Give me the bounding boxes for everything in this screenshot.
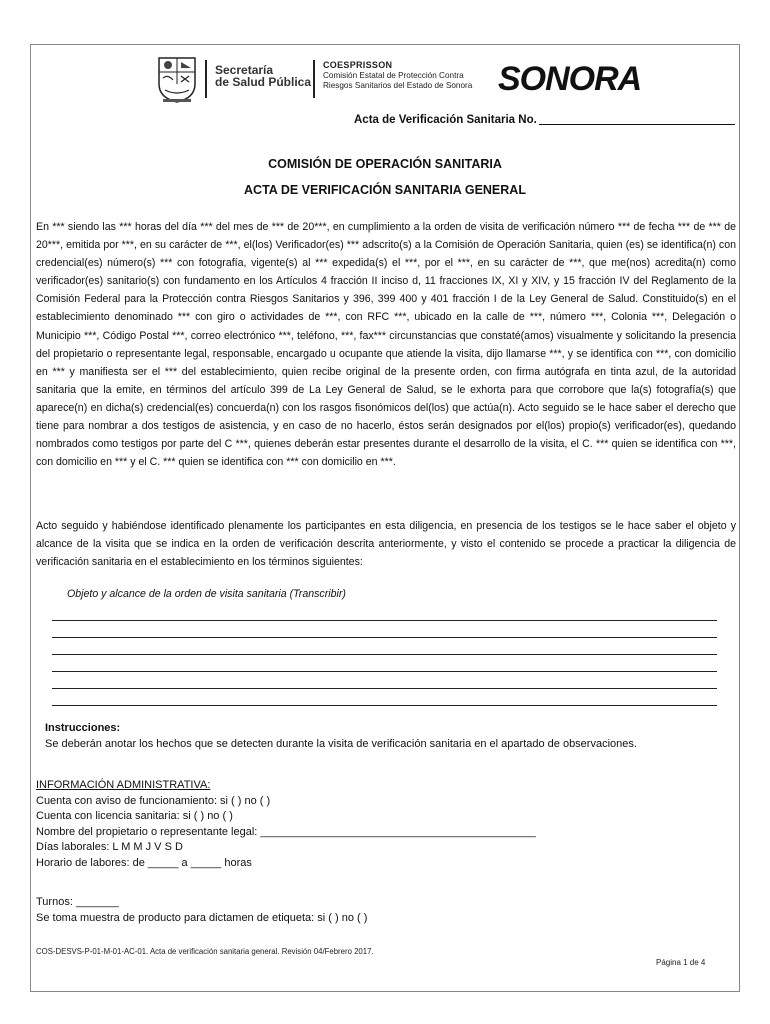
sonora-logo: SONORA [498, 60, 642, 98]
secretaria-logo-text [215, 64, 311, 88]
coespris-title: COESPRISSON [323, 60, 393, 70]
transcribe-line-6[interactable] [52, 705, 717, 706]
header-divider [205, 60, 207, 98]
admin-info-block [36, 778, 536, 872]
turnos-block [36, 895, 367, 926]
admin-dias-laborales: Días laborales: L M M J V S D [36, 841, 183, 854]
instructions-text: Se deberán anotar los hechos que se detecten durante la visita de verificación sanitaria en el apartado de observaciones. [45, 738, 637, 750]
transcribe-line-3[interactable] [52, 654, 717, 655]
acta-number-label: Acta de Verificación Sanitaria No. [354, 114, 537, 126]
body-paragraph-2: Acto seguido y habiéndose identificado plenamente los participantes en esta diligencia, en presencia de los testigos se le hace saber el objeto y alcance de la visita que se indica en la orden de verificación descrita anteriormente, y visto el contenido se procede a practicar la diligencia de verificación sanitaria en el establecimiento en los términos siguientes: [36, 520, 736, 569]
header-divider-2 [313, 60, 315, 98]
commission-title: COMISIÓN DE OPERACIÓN SANITARIA [268, 157, 502, 171]
transcribe-line-5[interactable] [52, 688, 717, 689]
admin-horario: Horario de labores: de _____ a _____ horas [36, 856, 252, 869]
coespris-line2: Riesgos Sanitarios del Estado de Sonora [323, 81, 473, 90]
transcribe-line-1[interactable] [52, 620, 717, 621]
objeto-label: Objeto y alcance de la orden de visita sanitaria (Transcribir) [67, 588, 346, 600]
footer-document-code: COS-DESVS-P-01-M-01-AC-01. Acta de verificación sanitaria general. Revisión 04/Febrero 2017. [36, 947, 374, 956]
secretaria-line1: Secretaría [215, 63, 274, 77]
document-header [155, 54, 642, 106]
admin-aviso-funcionamiento: Cuenta con aviso de funcionamiento: si ( ) no ( ) [36, 794, 271, 807]
acta-title: ACTA DE VERIFICACIÓN SANITARIA GENERAL [244, 183, 526, 197]
body-paragraph-1: En *** siendo las *** horas del día *** del mes de *** de 20***, en cumplimiento a la orden de visita de verificación número *** de fecha *** de *** de 20***, emitida por ***, en su carácter de ***, el(los) Verificador(es) *** adscrito(s) a la Comisión de Operación Sanitaria, quien (es) se identifica(n) con credencial(es) número(s) *** con fotografía, vigente(s) al *** expedida(s) el ***, por el ***, en su carácter de ***, que me(nos) acredita(n) como verificador(es) sanitario(s) con fundamento en los Artículos 4 fracción II inciso d, 11 fracciones IX, XI y XIV, y 15 fracción IV del Reglamento de la Comisión Federal para la Protección contra Riesgos Sanitarios y 396, 399 400 y 401 fracción I de la Ley General de Salud. Constituido(s) en el establecimiento denominado *** con giro o actividades de ***, con RFC ***, ubicado en la calle de ***, número ***, Colonia ***, Delegación o Municipio ***, Código Postal ***, correo electrónico ***, teléfono, ***, fax*** circunstancias que constaté(amos) visualmente y solicitando la presencia del propietario o representante legal, responsable, encargado u ocupante que atiende la visita, dijo llamarse ***, y se identifica con ***, con domicilio en *** y manifiesta ser el *** del establecimiento, quien recibe original de la presente orden, con firma autógrafa en tinta azul, de la autoridad sanitaria que la emite, en términos del artículo 399 de La Ley General de Salud, se le exhorta para que corrobore que la(s) fotografía(s) que aparece(n) en dicha(s) credencial(es) concuerda(n) con los rasgos fisonómicos del(los) que actúa(n). Acto seguido se le hace saber el derecho que tiene para nombrar a dos testigos de asistencia, y en caso de no hacerlo, éstos serán designados por el(los) propio(s) verificador(es), quedando nombrados como testigos por parte del C ***, quienes deberán estar presentes durante el desarrollo de la visita, el C. *** quien se identifica con ***, con domicilio en *** y el C. *** quien se identifica con *** con domicilio en ***. [36, 221, 736, 469]
admin-title: INFORMACIÓN ADMINISTRATIVA: [36, 779, 211, 791]
acta-number-blank[interactable] [539, 113, 735, 125]
admin-licencia-sanitaria: Cuenta con licencia sanitaria: si ( ) no ( ) [36, 810, 233, 823]
admin-propietario: Nombre del propietario o representante legal: _____________________________________________ [36, 825, 536, 838]
instructions-title: Instrucciones: [45, 722, 121, 734]
acta-number-field [354, 113, 735, 126]
coespris-line1: Comisión Estatal de Protección Contra [323, 71, 464, 80]
coespris-logo-text [323, 60, 472, 91]
turnos-line: Turnos: _______ [36, 896, 119, 908]
secretaria-line2: de Salud Pública [215, 75, 312, 89]
muestra-etiqueta-line: Se toma muestra de producto para dictamen de etiqueta: si ( ) no ( ) [36, 911, 368, 924]
footer-page-number: Página 1 de 4 [656, 958, 706, 967]
instructions-block [45, 720, 637, 752]
transcribe-line-2[interactable] [52, 637, 717, 638]
coat-of-arms-icon [155, 54, 199, 104]
transcribe-line-4[interactable] [52, 671, 717, 672]
